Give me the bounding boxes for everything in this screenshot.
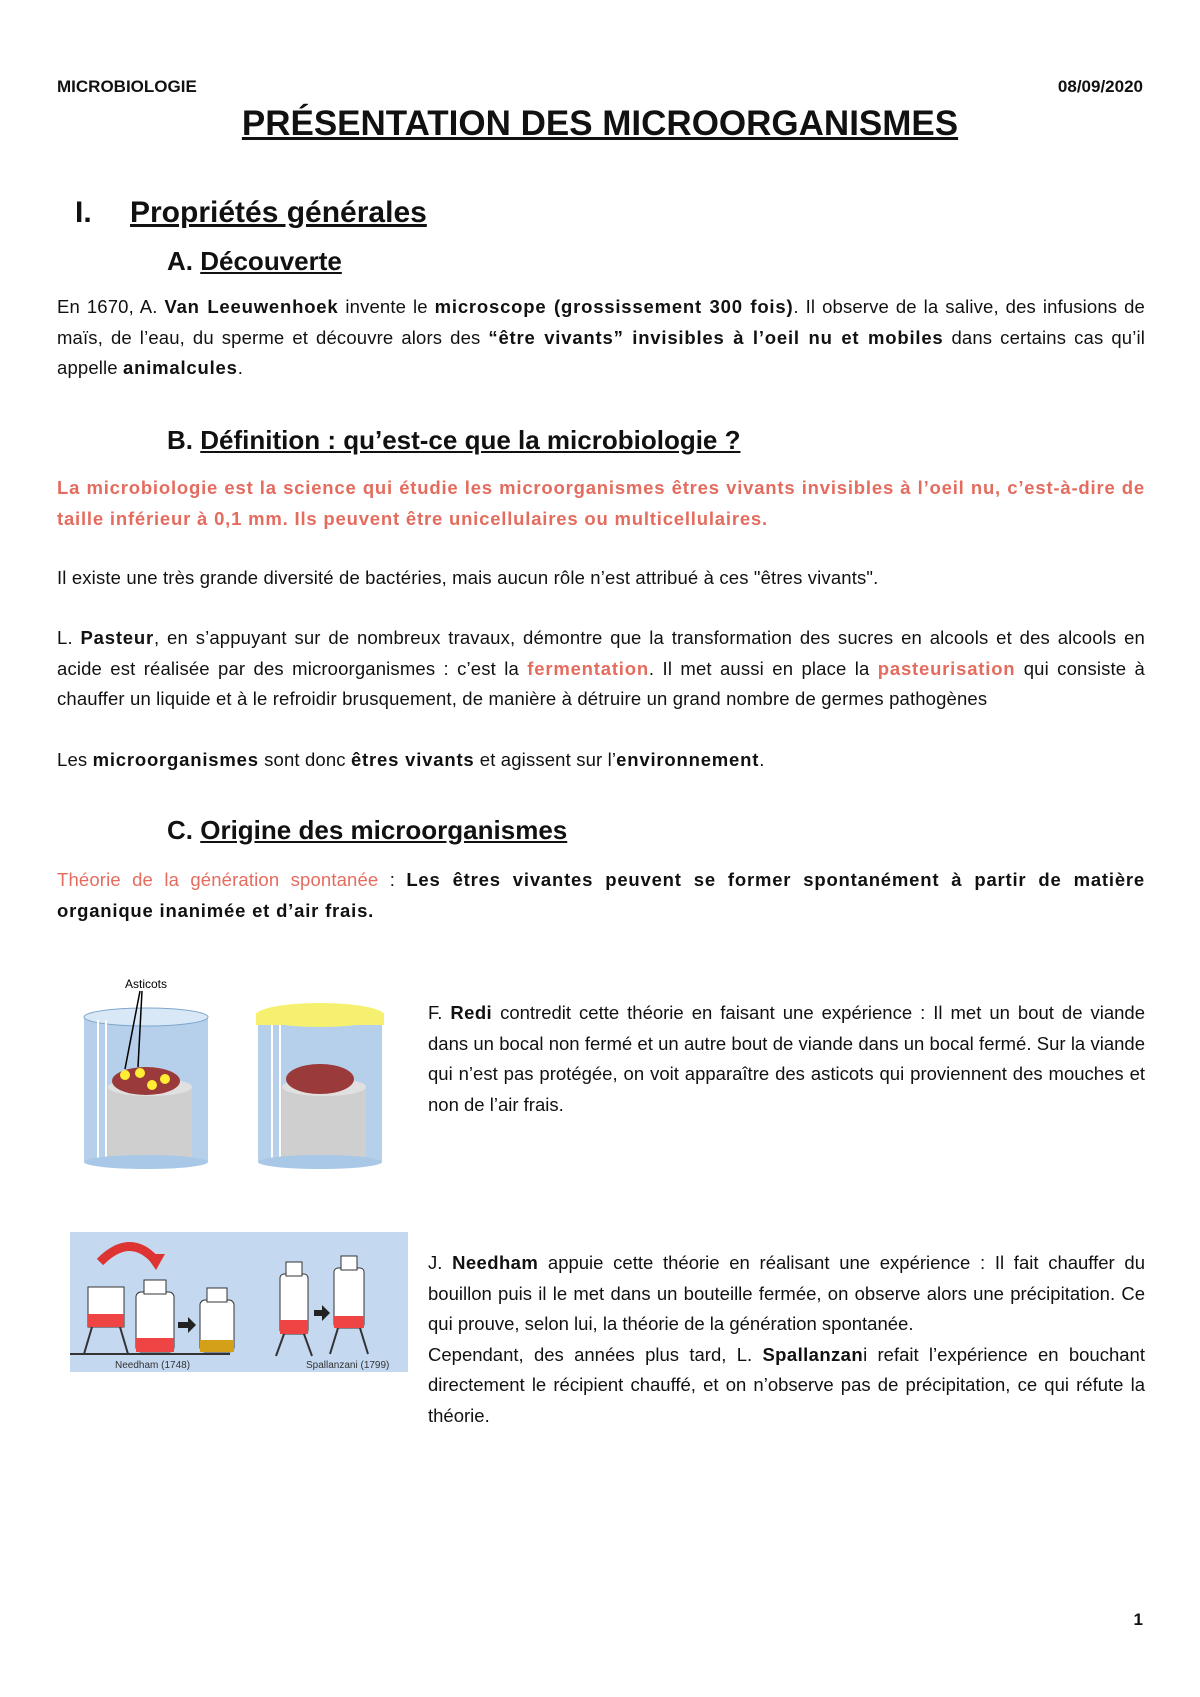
- header-subject: MICROBIOLOGIE: [57, 77, 197, 96]
- section-title: Propriétés générales: [130, 196, 427, 229]
- redi-experiment-figure: [80, 975, 410, 1175]
- maggots-label: Asticots: [125, 977, 168, 991]
- paragraph-conclusion: Les microorganismes sont donc êtres vivants et agissent sur l’environnement.: [57, 749, 765, 770]
- paragraph-discovery: En 1670, A. Van Leeuwenhoek invente le microscope (grossissement 300 fois). Il observe de la salive, des infusions de maïs, de l’eau, du sperme et découvre alors des “être vivants” invisibles à l’oeil nu et mobiles dans certains cas qu’il appelle animalcules.: [57, 296, 1145, 378]
- header-date: 08/09/2020: [1057, 77, 1143, 96]
- subsection-title: Origine des microorganismes: [200, 815, 568, 845]
- page-title: PRÉSENTATION DES MICROORGANISMES: [241, 104, 959, 143]
- subsection-heading-b: [167, 425, 741, 456]
- paragraph-pasteur: L. Pasteur, en s’appuyant sur de nombreux travaux, démontre que la transformation des sucres en alcools et des alcools en acide est réalisée par des microorganismes : c’est la fermentation. Il met aussi en place la pasteurisation qui consiste à chauffer un liquide et à le refroidir brusquement, de manière à détruire un grand nombre de germes pathogènes: [57, 627, 1145, 709]
- needham-spallanzani-figure: [70, 1232, 408, 1372]
- definition-paragraph: La microbiologie est la science qui étudie les microorganismes êtres vivants invisibles à l’oeil nu, c’est-à-dire de taille inférieur à 0,1 mm. Ils peuvent être unicellulaires ou multicellulaires.: [57, 477, 1145, 529]
- paragraph-needham: J. Needham appuie cette théorie en réalisant une expérience : Il fait chauffer du bouillon puis il le met dans un bouteille fermée, on observe alors une précipitation. Ce qui prouve, selon lui, la théorie de la génération spontanée. Cependant, des années plus tard, L. Spallanzani refait l’expérience en bouchant directement le récipient chauffé, et on n’observe pas de précipitation, ce qui réfute la théorie.: [428, 1252, 1145, 1426]
- spallanzani-caption: Spallanzani (1799): [306, 1360, 390, 1371]
- subsection-letter: B.: [167, 425, 193, 455]
- section-heading-1: [75, 196, 427, 230]
- subsection-heading-c: [167, 815, 567, 846]
- page-number: 1: [1133, 1610, 1143, 1629]
- subsection-title: Définition : qu’est-ce que la microbiologie ?: [200, 425, 741, 455]
- needham-caption: Needham (1748): [115, 1360, 191, 1371]
- subsection-title: Découverte: [200, 246, 342, 276]
- subsection-letter: C.: [167, 815, 193, 845]
- meat-closed: [286, 1064, 354, 1094]
- paragraph-spontaneous-generation: Théorie de la génération spontanée : Les êtres vivantes peuvent se former spontanément à partir de matière organique inanimée et d’air frais.: [57, 869, 1145, 921]
- paragraph-diversity: Il existe une très grande diversité de bactéries, mais aucun rôle n’est attribué à ces "êtres vivants".: [57, 567, 879, 588]
- section-number: I.: [75, 196, 92, 229]
- subsection-letter: A.: [167, 246, 193, 276]
- subsection-heading-a: [167, 246, 342, 277]
- paragraph-redi: F. Redi contredit cette théorie en faisant une expérience : Il met un bout de viande dans un bocal non fermé et un autre bout de viande dans un bocal fermé. Sur la viande qui n’est pas protégée, on voit apparaître des asticots qui proviennent des mouches et non de l’air frais.: [428, 1002, 1146, 1115]
